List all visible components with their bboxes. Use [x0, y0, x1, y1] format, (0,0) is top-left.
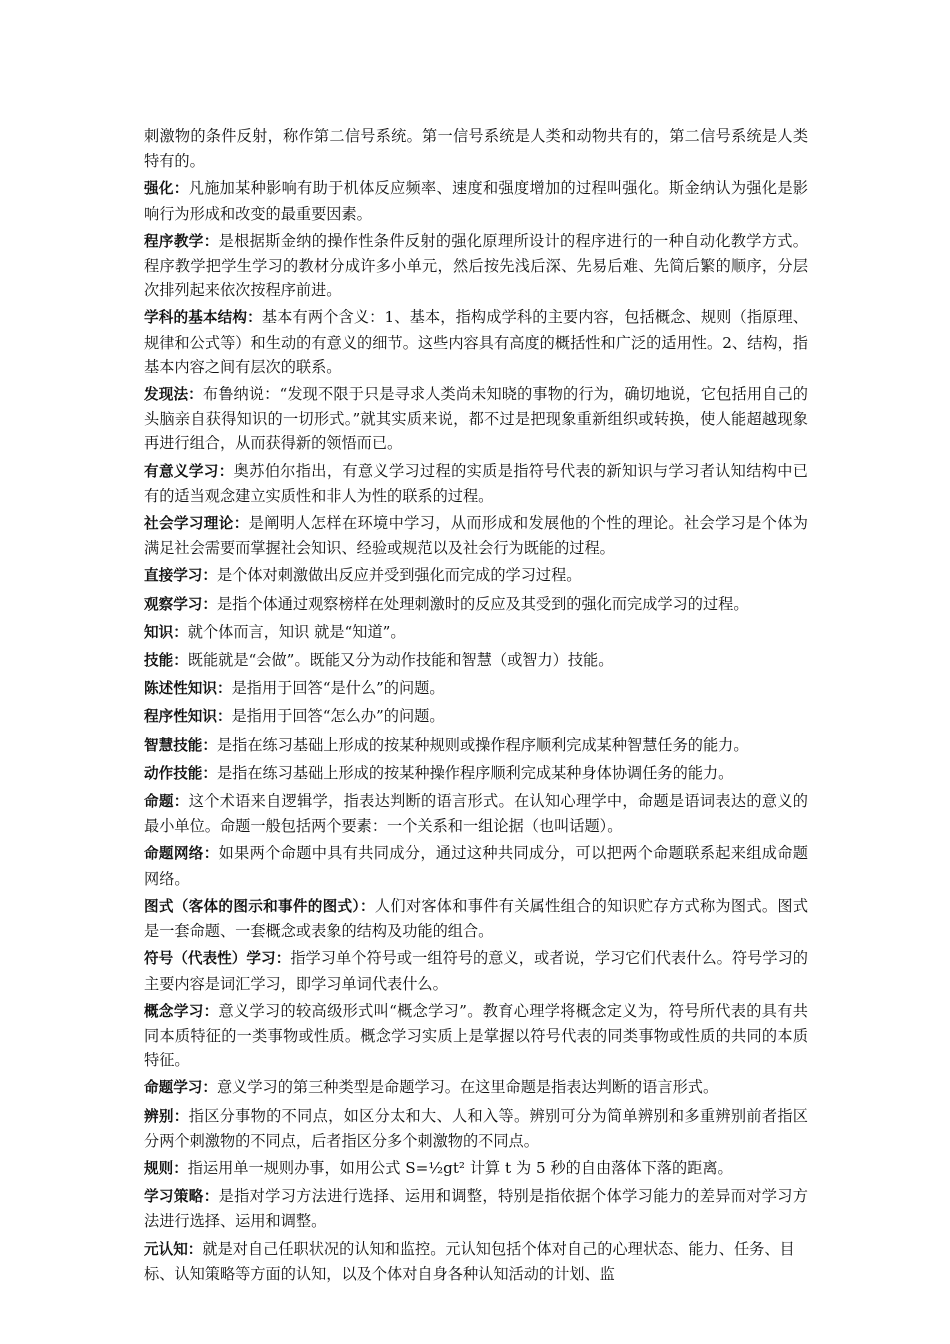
- definition-term: 直接学习：: [144, 567, 217, 585]
- definition-text: 意义学习的较高级形式叫“概念学习”。教育心理学将概念定义为，符号所代表的具有共同本质特征的一类事物或性质。概念学习实质上是掌握以符号代表的同类事物或性质的共同的本质特征。: [144, 1001, 808, 1070]
- definition-term: 智慧技能：: [144, 736, 217, 754]
- definition-term: 命题：: [144, 793, 189, 811]
- definition-entry: [144, 459, 808, 508]
- definition-text: 是根据斯金纳的操作性条件反射的强化原理所设计的程序进行的一种自动化教学方式。程序教学把学生学习的教材分成许多小单元，然后按先浅后深、先易后难、先简后繁的顺序，分层次排列起来依次按程序前进。: [144, 231, 808, 300]
- definition-term: 命题网络：: [144, 845, 219, 863]
- definition-term: 程序性知识：: [144, 708, 232, 726]
- definition-entry: [144, 563, 808, 588]
- definition-term: 社会学习理论：: [144, 515, 249, 533]
- definition-entry: [144, 676, 808, 701]
- definition-term: 强化：: [144, 180, 189, 198]
- definition-entry: [144, 176, 808, 225]
- definition-entry: [144, 946, 808, 995]
- definition-entry: [144, 382, 808, 456]
- definition-text: 凡施加某种影响有助于机体反应频率、速度和强度增加的过程叫强化。斯金纳认为强化是影响行为形成和改变的最重要因素。: [144, 179, 808, 223]
- definition-text: 就个体而言，知识 就是“知道”。: [187, 622, 406, 641]
- definition-entry: [144, 1075, 808, 1100]
- definition-term: 观察学习：: [144, 595, 217, 613]
- definition-term: 有意义学习：: [144, 462, 234, 480]
- definition-entry: [144, 1104, 808, 1153]
- definition-text: 这个术语来自逻辑学，指表达判断的语言形式。在认知心理学中，命题是语词表达的意义的最小单位。命题一般包括两个要素：一个关系和一组论据（也叫话题）。: [144, 792, 808, 836]
- definition-text: 如果两个命题中具有共同成分，通过这种共同成分，可以把两个命题联系起来组成命题网络。: [144, 844, 808, 888]
- document-page: [144, 124, 808, 1289]
- definition-term: 动作技能：: [144, 764, 217, 782]
- definition-entry: [144, 124, 808, 173]
- definition-text: 指学习单个符号或一组符号的意义，或者说，学习它们代表什么。符号学习的主要内容是词汇学习，即学习单词代表什么。: [144, 949, 808, 993]
- definition-entry: [144, 1156, 808, 1181]
- definition-term: 学习策略：: [144, 1188, 219, 1206]
- definition-text: 布鲁纳说：“发现不限于只是寻求人类尚未知晓的事物的行为，确切地说，它包括用自己的头脑亲自获得知识的一切形式。”就其实质来说，都不过是把现象重新组织或转换，使人能超越现象再进行组合，从而获得新的领悟而已。: [144, 385, 808, 453]
- definition-text: 刺激物的条件反射，称作第二信号系统。第一信号系统是人类和动物共有的，第二信号系统是人类特有的。: [144, 127, 808, 171]
- definition-term: 知识：: [144, 623, 188, 641]
- definition-term: 技能：: [144, 652, 188, 670]
- definition-text: 是指个体通过观察榜样在处理刺激时的反应及其受到的强化而完成学习的过程。: [216, 594, 749, 613]
- definition-text: 既能就是“会做”。既能又分为动作技能和智慧（或智力）技能。: [187, 651, 614, 670]
- definition-entry: [144, 305, 808, 379]
- definition-text: 人们对客体和事件有关属性组合的知识贮存方式称为图式。图式是一套命题、一套概念或表象的结构及功能的组合。: [144, 896, 809, 941]
- definition-entry: [144, 841, 808, 890]
- definition-term: 辨别：: [144, 1107, 189, 1125]
- definition-text: 是指用于回答“怎么办”的问题。: [231, 707, 445, 726]
- definition-entry: [144, 733, 808, 758]
- definition-term: 规则：: [144, 1159, 188, 1177]
- definition-entry: [144, 511, 808, 560]
- definition-term: 发现法：: [144, 386, 203, 404]
- definition-text: 是指对学习方法进行选择、运用和调整，特别是指依据个体学习能力的差异而对学习方法进行选择、运用和调整。: [144, 1187, 808, 1231]
- definition-entry: [144, 592, 808, 617]
- definition-term: 概念学习：: [144, 1002, 219, 1020]
- definition-text: 是阐明人怎样在环境中学习，从而形成和发展他的个性的理论。社会学习是个体为满足社会需要而掌握社会知识、经验或规范以及社会行为既能的过程。: [144, 514, 808, 558]
- definition-text: 指运用单一规则办事，如用公式 S=½gt² 计算 t 为 5 秒的自由落体下落的距离。: [187, 1158, 733, 1177]
- definition-text: 是指在练习基础上形成的按某种操作程序顺利完成某种身体协调任务的能力。: [216, 763, 734, 782]
- definition-entry: [144, 1184, 808, 1233]
- definition-term: 学科的基本结构：: [144, 309, 262, 327]
- definition-term: 程序教学：: [144, 232, 219, 250]
- definition-term: 命题学习：: [144, 1079, 217, 1097]
- definition-text: 就是对自己任职状况的认知和监控。元认知包括个体对自己的心理状态、能力、任务、目标、认知策略等方面的认知，以及个体对自身各种认知活动的计划、监: [144, 1239, 795, 1283]
- definition-entry: [144, 789, 808, 838]
- definition-entry: [144, 761, 808, 786]
- definition-entry: [144, 648, 808, 673]
- definition-text: 是指用于回答“是什么”的问题。: [231, 679, 445, 698]
- definition-text: 是个体对刺激做出反应并受到强化而完成的学习过程。: [216, 566, 582, 585]
- definition-entry: [144, 1237, 808, 1286]
- definition-term: 元认知：: [144, 1240, 203, 1258]
- definition-entry: [144, 894, 808, 943]
- definition-text: 意义学习的第三种类型是命题学习。在这里命题是指表达判断的语言形式。: [216, 1078, 719, 1097]
- definition-entry: [144, 704, 808, 729]
- definition-text: 是指在练习基础上形成的按某种规则或操作程序顺利完成某种智慧任务的能力。: [216, 735, 749, 754]
- definition-text: 指区分事物的不同点，如区分太和大、人和入等。辨别可分为简单辨别和多重辨别前者指区分两个刺激物的不同点，后者指区分多个刺激物的不同点。: [144, 1106, 808, 1150]
- definition-text: 奥苏伯尔指出，有意义学习过程的实质是指符号代表的新知识与学习者认知结构中已有的适当观念建立实质性和非人为性的联系的过程。: [144, 461, 808, 505]
- definition-entry: [144, 620, 808, 645]
- definition-entry: [144, 229, 808, 303]
- definition-entry: [144, 999, 808, 1073]
- definition-term: 符号（代表性）学习：: [144, 950, 291, 968]
- definition-term: 图式（客体的图示和事件的图式）：: [144, 897, 375, 915]
- definition-text: 基本有两个含义：1、基本，指构成学科的主要内容，包括概念、规则（指原理、规律和公式等）和生动的有意义的细节。这些内容具有高度的概括性和广泛的适用性。2、结构，指基本内容之间有层次的联系。: [144, 308, 808, 376]
- definition-term: 陈述性知识：: [144, 680, 232, 698]
